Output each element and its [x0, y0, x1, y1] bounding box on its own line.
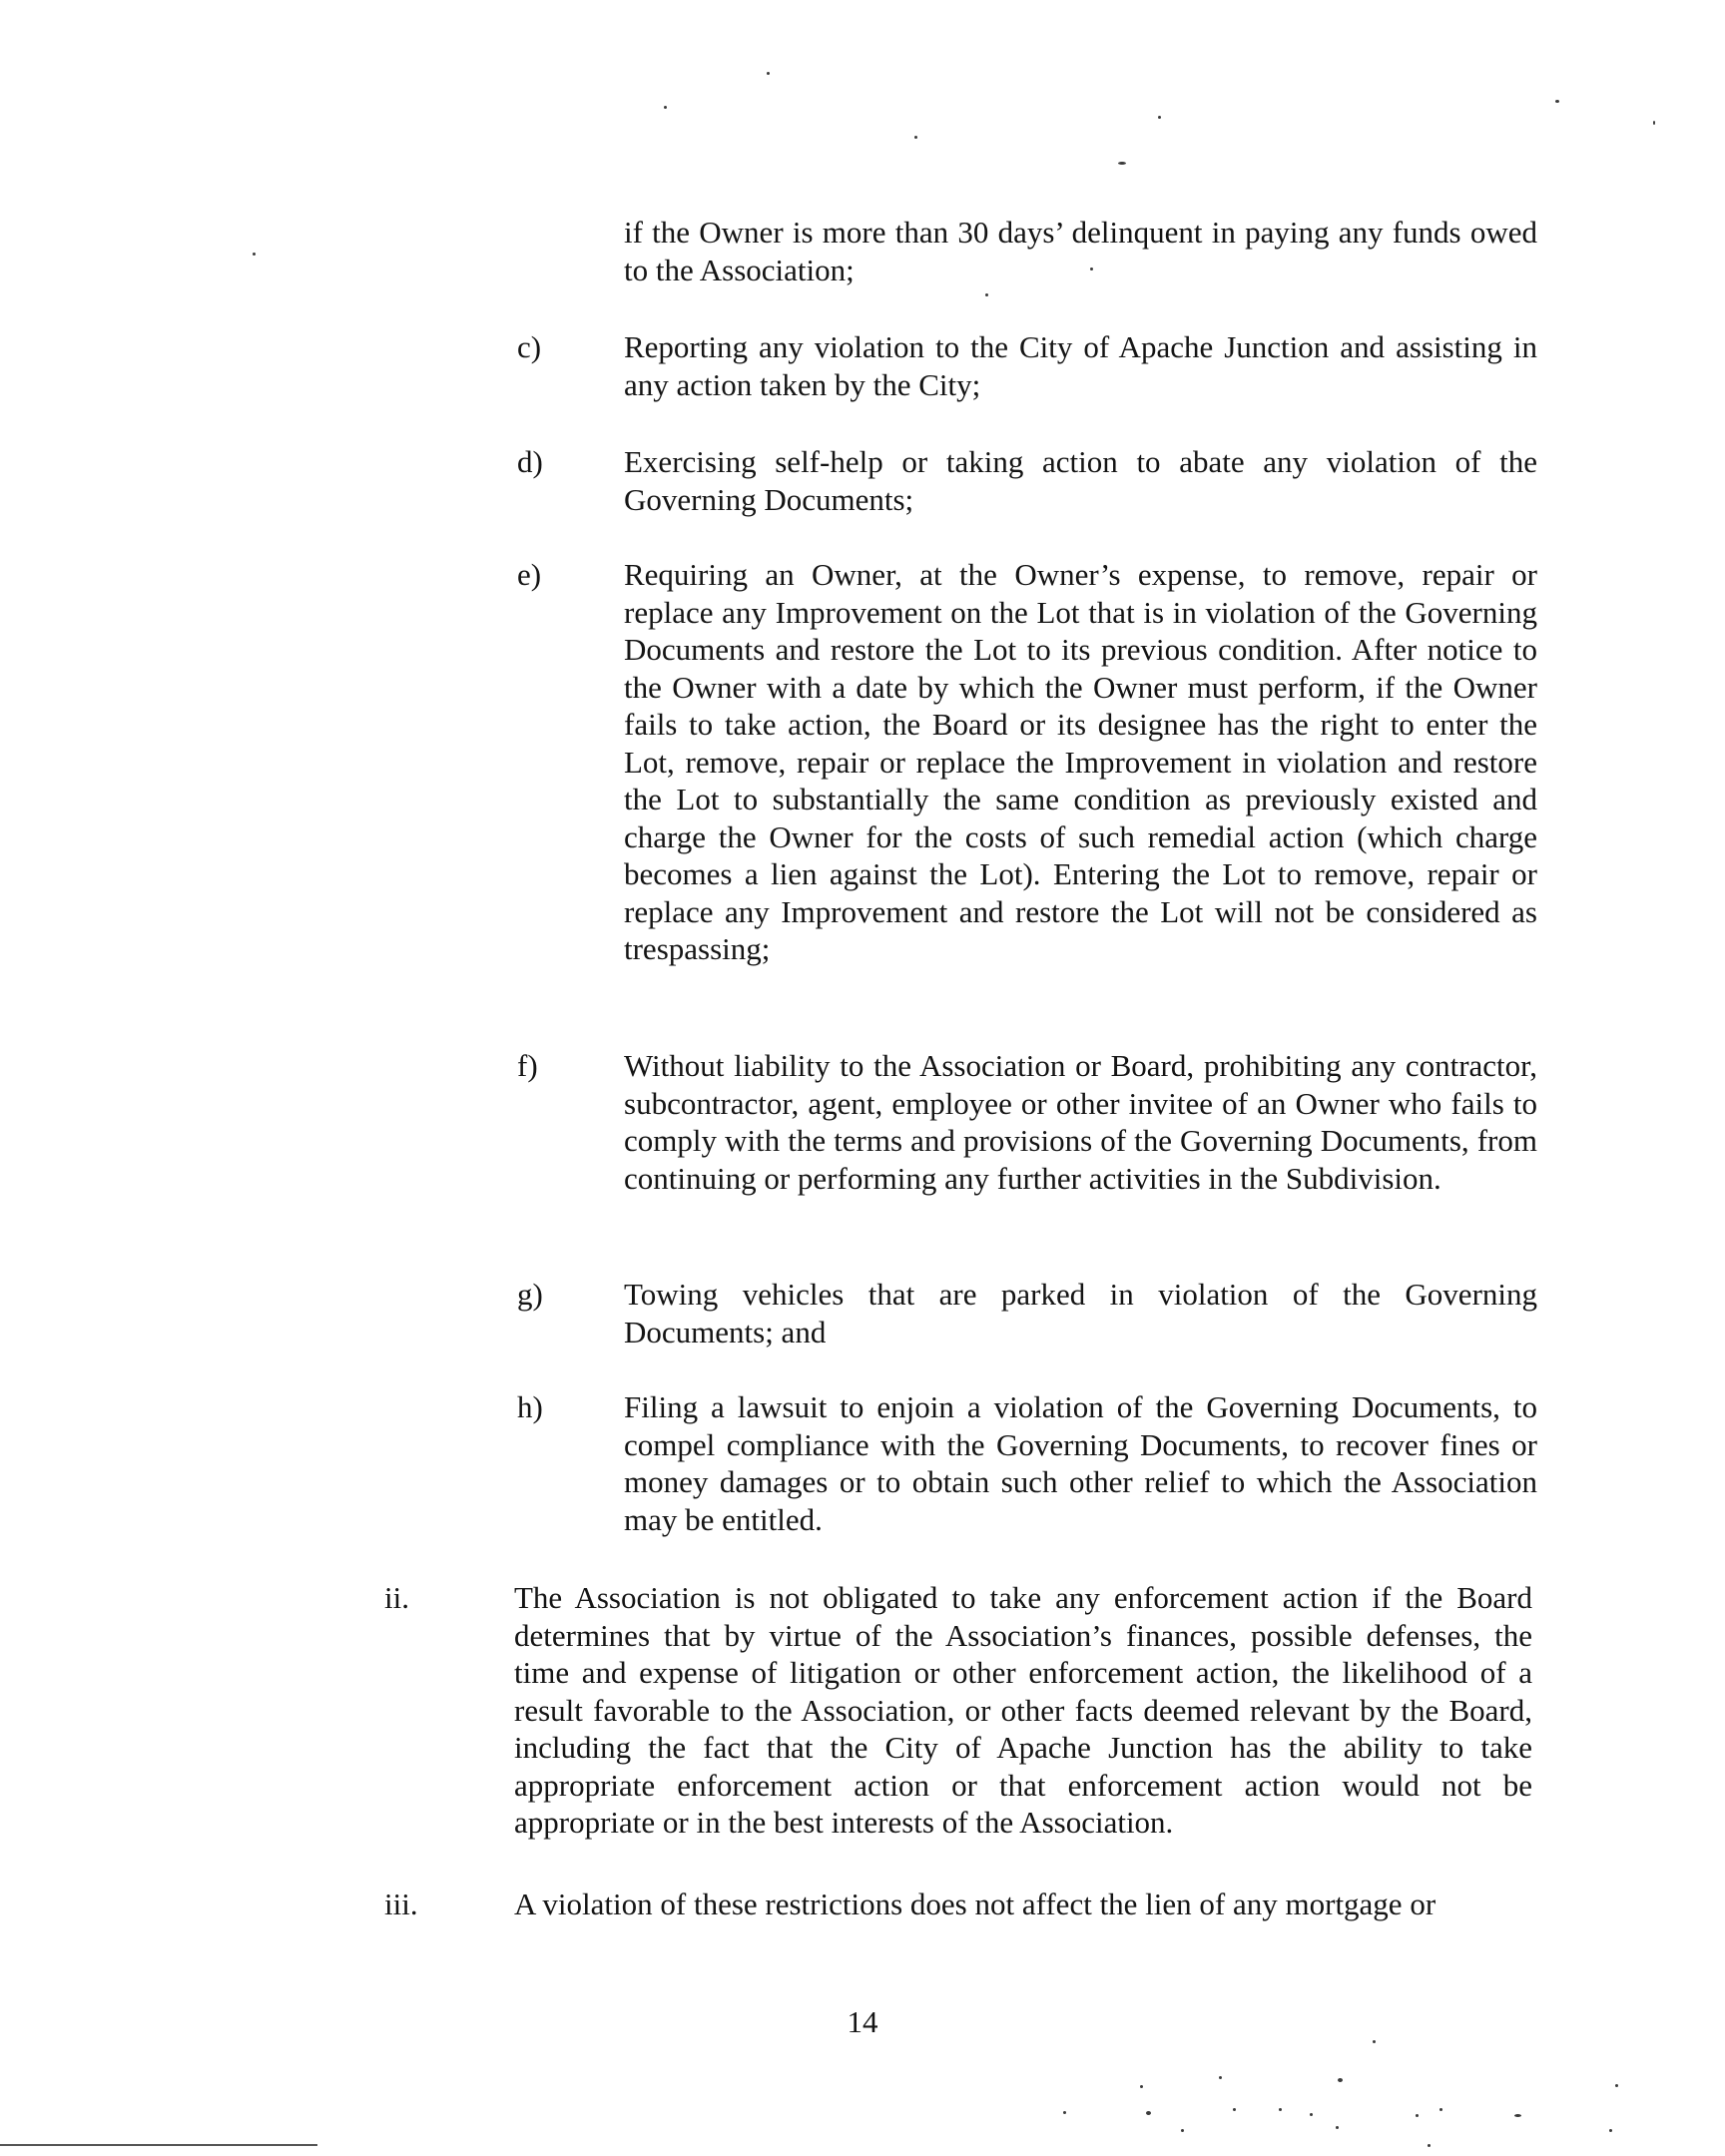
item-marker-iii: iii.	[384, 1886, 418, 1921]
item-marker-f: f)	[517, 1048, 538, 1083]
footer-rule	[0, 2144, 317, 2146]
item-marker-d: d)	[517, 444, 543, 479]
item-marker-h: h)	[517, 1389, 543, 1424]
page-number: 14	[847, 2004, 878, 2039]
item-text-d: Exercising self-help or taking action to abate any violation of the Governing Documents;	[624, 444, 1537, 517]
item-text-h: Filing a lawsuit to enjoin a violation of the Governing Documents, to compel compliance with the Governing Documents, to recover fines or money damages or to obtain such other relief to which the Association may be entitled.	[624, 1389, 1537, 1537]
item-text-c: Reporting any violation to the City of Apache Junction and assisting in any action taken by the City;	[624, 329, 1537, 402]
continuation-paragraph: if the Owner is more than 30 days’ delinquent in paying any funds owed to the Association;	[624, 215, 1537, 287]
item-marker-c: c)	[517, 329, 542, 364]
item-text-e: Requiring an Owner, at the Owner’s expense, to remove, repair or replace any Improvement on the Lot that is in violation of the Governing Documents and restore the Lot to its previous condition. After notice to the Owner with a date by which the Owner must perform, if the Owner fails to take action, the Board or its designee has the right to enter the Lot, remove, repair or replace the Improvement in violation and restore the Lot to substantially the same condition as previously existed and charge the Owner for the costs of such remedial action (which charge becomes a lien against the Lot). Entering the Lot to remove, repair or replace any Improvement and restore the Lot will not be considered as trespassing;	[624, 557, 1537, 966]
item-marker-ii: ii.	[384, 1580, 409, 1615]
item-marker-g: g)	[517, 1277, 543, 1312]
item-marker-e: e)	[517, 557, 542, 592]
item-text-iii: A violation of these restrictions does not affect the lien of any mortgage or	[514, 1886, 1437, 1921]
item-text-ii: The Association is not obligated to take any enforcement action if the Board determines that by virtue of the Association’s finances, possible defenses, the time and expense of litigation or other enforcement action, the likelihood of a result favorable to the Association, or other facts deemed relevant by the Board, including the fact that the City of Apache Junction has the ability to take appropriate enforcement action or that enforcement action would not be appropriate or in the best interests of the Association.	[514, 1580, 1532, 1840]
item-text-f: Without liability to the Association or Board, prohibiting any contractor, subcontractor, agent, employee or other invitee of an Owner who fails to comply with the terms and provisions of the Governing Documents, from continuing or performing any further activities in the Subdivision.	[624, 1048, 1537, 1196]
item-text-g: Towing vehicles that are parked in violation of the Governing Documents; and	[624, 1277, 1537, 1349]
